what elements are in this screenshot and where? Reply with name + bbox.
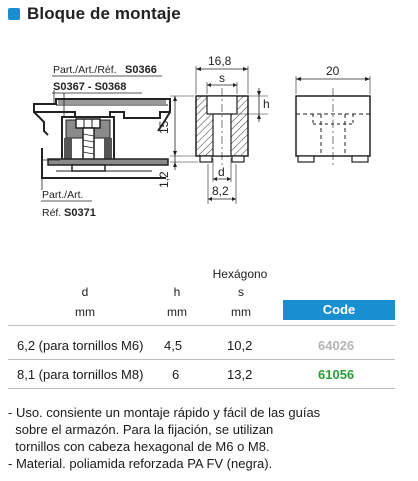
dim-s-top: s (219, 71, 225, 85)
row1-h: 4,5 (164, 338, 183, 353)
header-d-unit: mm (75, 305, 95, 319)
row2-h: 6 (172, 367, 180, 382)
label-s0371-code: S0371 (64, 207, 96, 219)
header-h: h (173, 285, 181, 299)
technical-drawing (0, 0, 418, 230)
row2-code: 61056 (318, 367, 355, 382)
header-s-unit: mm (231, 305, 251, 319)
dim-bottom: 8,2 (212, 184, 229, 198)
description (8, 404, 408, 472)
header-code: Code (283, 300, 395, 320)
description-line-3: tornillos con cabeza hexagonal de M6 o M8. (8, 439, 270, 454)
label-part-art: Part./Art. (42, 189, 84, 201)
row2-d: 8,1 (para tornillos M8) (17, 367, 144, 382)
label-s0366-code: S0366 (125, 64, 157, 76)
table-divider (8, 325, 395, 326)
label-s0367-s0368: S0367 - S0368 (53, 81, 127, 93)
table-row-divider (8, 359, 395, 360)
side-view (296, 64, 370, 168)
description-line-4: - Material. poliamida reforzada PA FV (negra). (8, 456, 273, 471)
dim-h: h (263, 97, 270, 111)
dim-height: 15 (157, 120, 171, 134)
header-s: s (238, 285, 244, 299)
header-d: d (81, 285, 89, 299)
page-title: Bloque de montaje (27, 4, 181, 23)
header-h-unit: mm (167, 305, 187, 319)
description-line-1: - Uso. consiente un montaje rápido y fácil de las guías (8, 405, 321, 420)
table-bottom-divider (8, 388, 395, 389)
header-hexagono: Hexágono (212, 267, 268, 281)
description-line-2: sobre el armazón. Para la fijación, se utilizan (8, 422, 274, 437)
row1-d: 6,2 (para tornillos M6) (17, 338, 144, 353)
dim-base: 1,2 (157, 171, 171, 188)
label-s0366-prefix: Part./Art./Réf. (53, 64, 117, 76)
row1-code: 64026 (318, 338, 355, 353)
dim-d: d (218, 165, 225, 179)
label-ref-prefix: Réf. (42, 207, 62, 219)
dim-width-side: 20 (326, 64, 340, 78)
row1-s: 10,2 (227, 338, 253, 353)
dim-width-front: 16,8 (208, 54, 232, 68)
row2-s: 13,2 (227, 367, 253, 382)
front-section-view (157, 54, 270, 204)
assembly-drawing (34, 64, 170, 219)
